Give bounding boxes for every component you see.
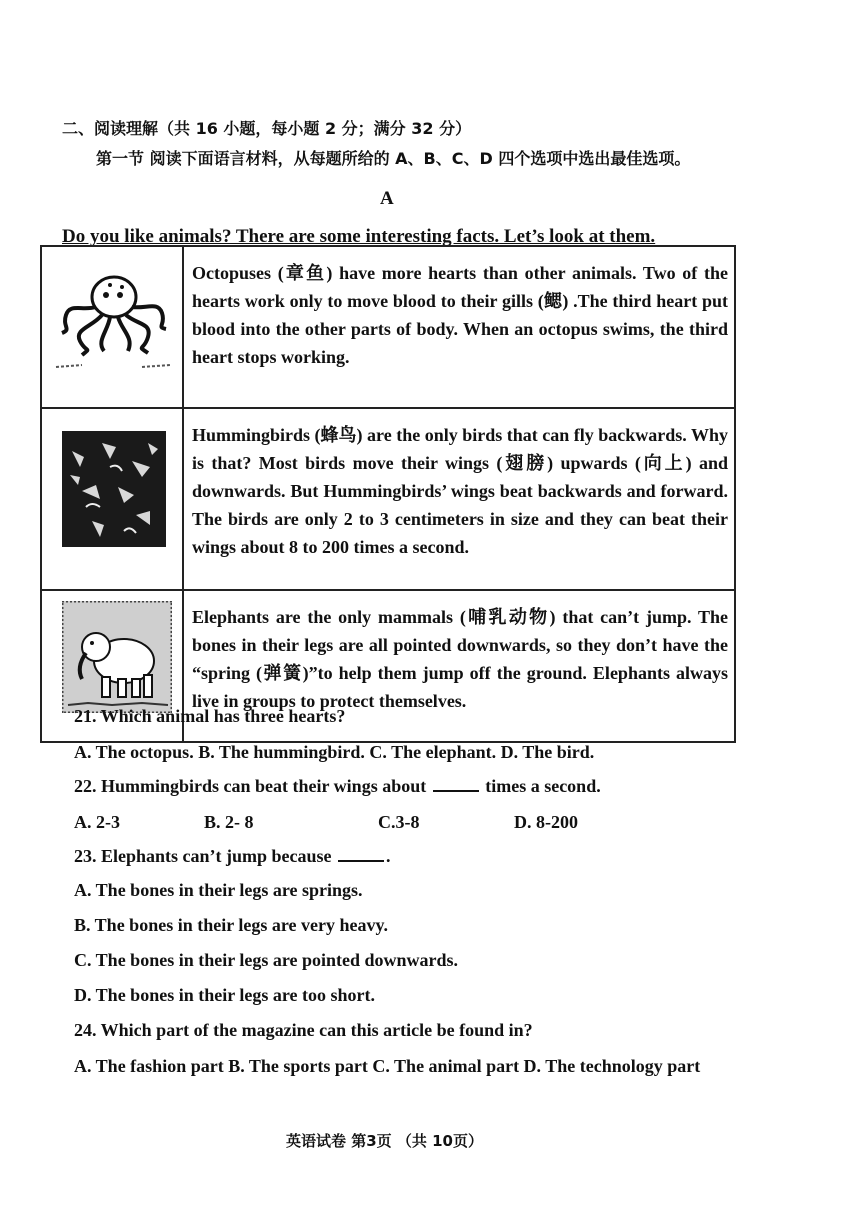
fact-row-hummingbird (41, 408, 735, 590)
section-instruction: 第一节 阅读下面语言材料，从每题所给的 A、B、C、D 四个选项中选出最佳选项。 (96, 149, 691, 168)
question-22 (74, 776, 601, 797)
question-23 (74, 846, 391, 867)
octopus-illustration (52, 267, 174, 377)
fact-text-octopus: Octopuses (章鱼) have more hearts than other animals. Two of the hearts work only to move blood to their gills (鳃) .The third heart put blood into the other parts of body. When an octopus swims, the third heart stops working. (183, 246, 735, 408)
hummingbirds-photo (62, 431, 166, 547)
option-22-b: B. 2- 8 (204, 812, 254, 832)
passage-intro: Do you like animals? There are some interesting facts. Let’s look at them. (62, 226, 656, 247)
question-21: 21. Which animal has three hearts? (74, 706, 346, 726)
question-24-options: A. The fashion part B. The sports part C. The animal part D. The technology part (74, 1056, 701, 1076)
option-23-b: B. The bones in their legs are very heavy. (74, 915, 389, 935)
option-23-a: A. The bones in their legs are springs. (74, 880, 363, 900)
section-title: 二、阅读理解（共 16 小题，每小题 2 分；满分 32 分） (62, 119, 472, 138)
elephant-illustration (62, 601, 172, 713)
octopus-image-cell (41, 246, 183, 408)
passage-label: A (380, 188, 394, 209)
question-22-stem-end: times a second. (480, 776, 601, 796)
fact-text-elephant: Elephants are the only mammals (哺乳动物) that can’t jump. The bones in their legs are all pointed downwards, so they don’t have the “spring (弹簧)”to help them jump off the ground. Elephants always live in groups to protect themselves. (183, 590, 735, 742)
hummingbird-image-cell (41, 408, 183, 590)
question-23-stem-end: . (386, 846, 391, 866)
question-21-options: A. The octopus. B. The hummingbird. C. The elephant. D. The bird. (74, 742, 595, 762)
option-22-c: C.3-8 (378, 812, 420, 832)
question-24: 24. Which part of the magazine can this article be found in? (74, 1020, 533, 1040)
answer-blank (338, 846, 384, 862)
fact-row-octopus (41, 246, 735, 408)
answer-blank (433, 776, 479, 792)
option-23-c: C. The bones in their legs are pointed downwards. (74, 950, 459, 970)
option-22-a: A. 2-3 (74, 812, 120, 832)
option-22-d: D. 8-200 (514, 812, 578, 832)
facts-table (40, 245, 736, 743)
option-23-d: D. The bones in their legs are too short. (74, 985, 376, 1005)
question-23-stem-start: 23. Elephants can’t jump because (74, 846, 337, 866)
fact-text-hummingbird: Hummingbirds (蜂鸟) are the only birds that can fly backwards. Why is that? Most birds move their wings (翅膀) upwards (向上) and downwards. But Hummingbirds’ wings beat backwards and forward. The birds are only 2 to 3 centimeters in size and they can beat their wings about 8 to 200 times a second. (183, 408, 735, 590)
question-22-stem-start: 22. Hummingbirds can beat their wings about (74, 776, 431, 796)
page-footer: 英语试卷 第3页 （共 10页） (286, 1132, 483, 1150)
